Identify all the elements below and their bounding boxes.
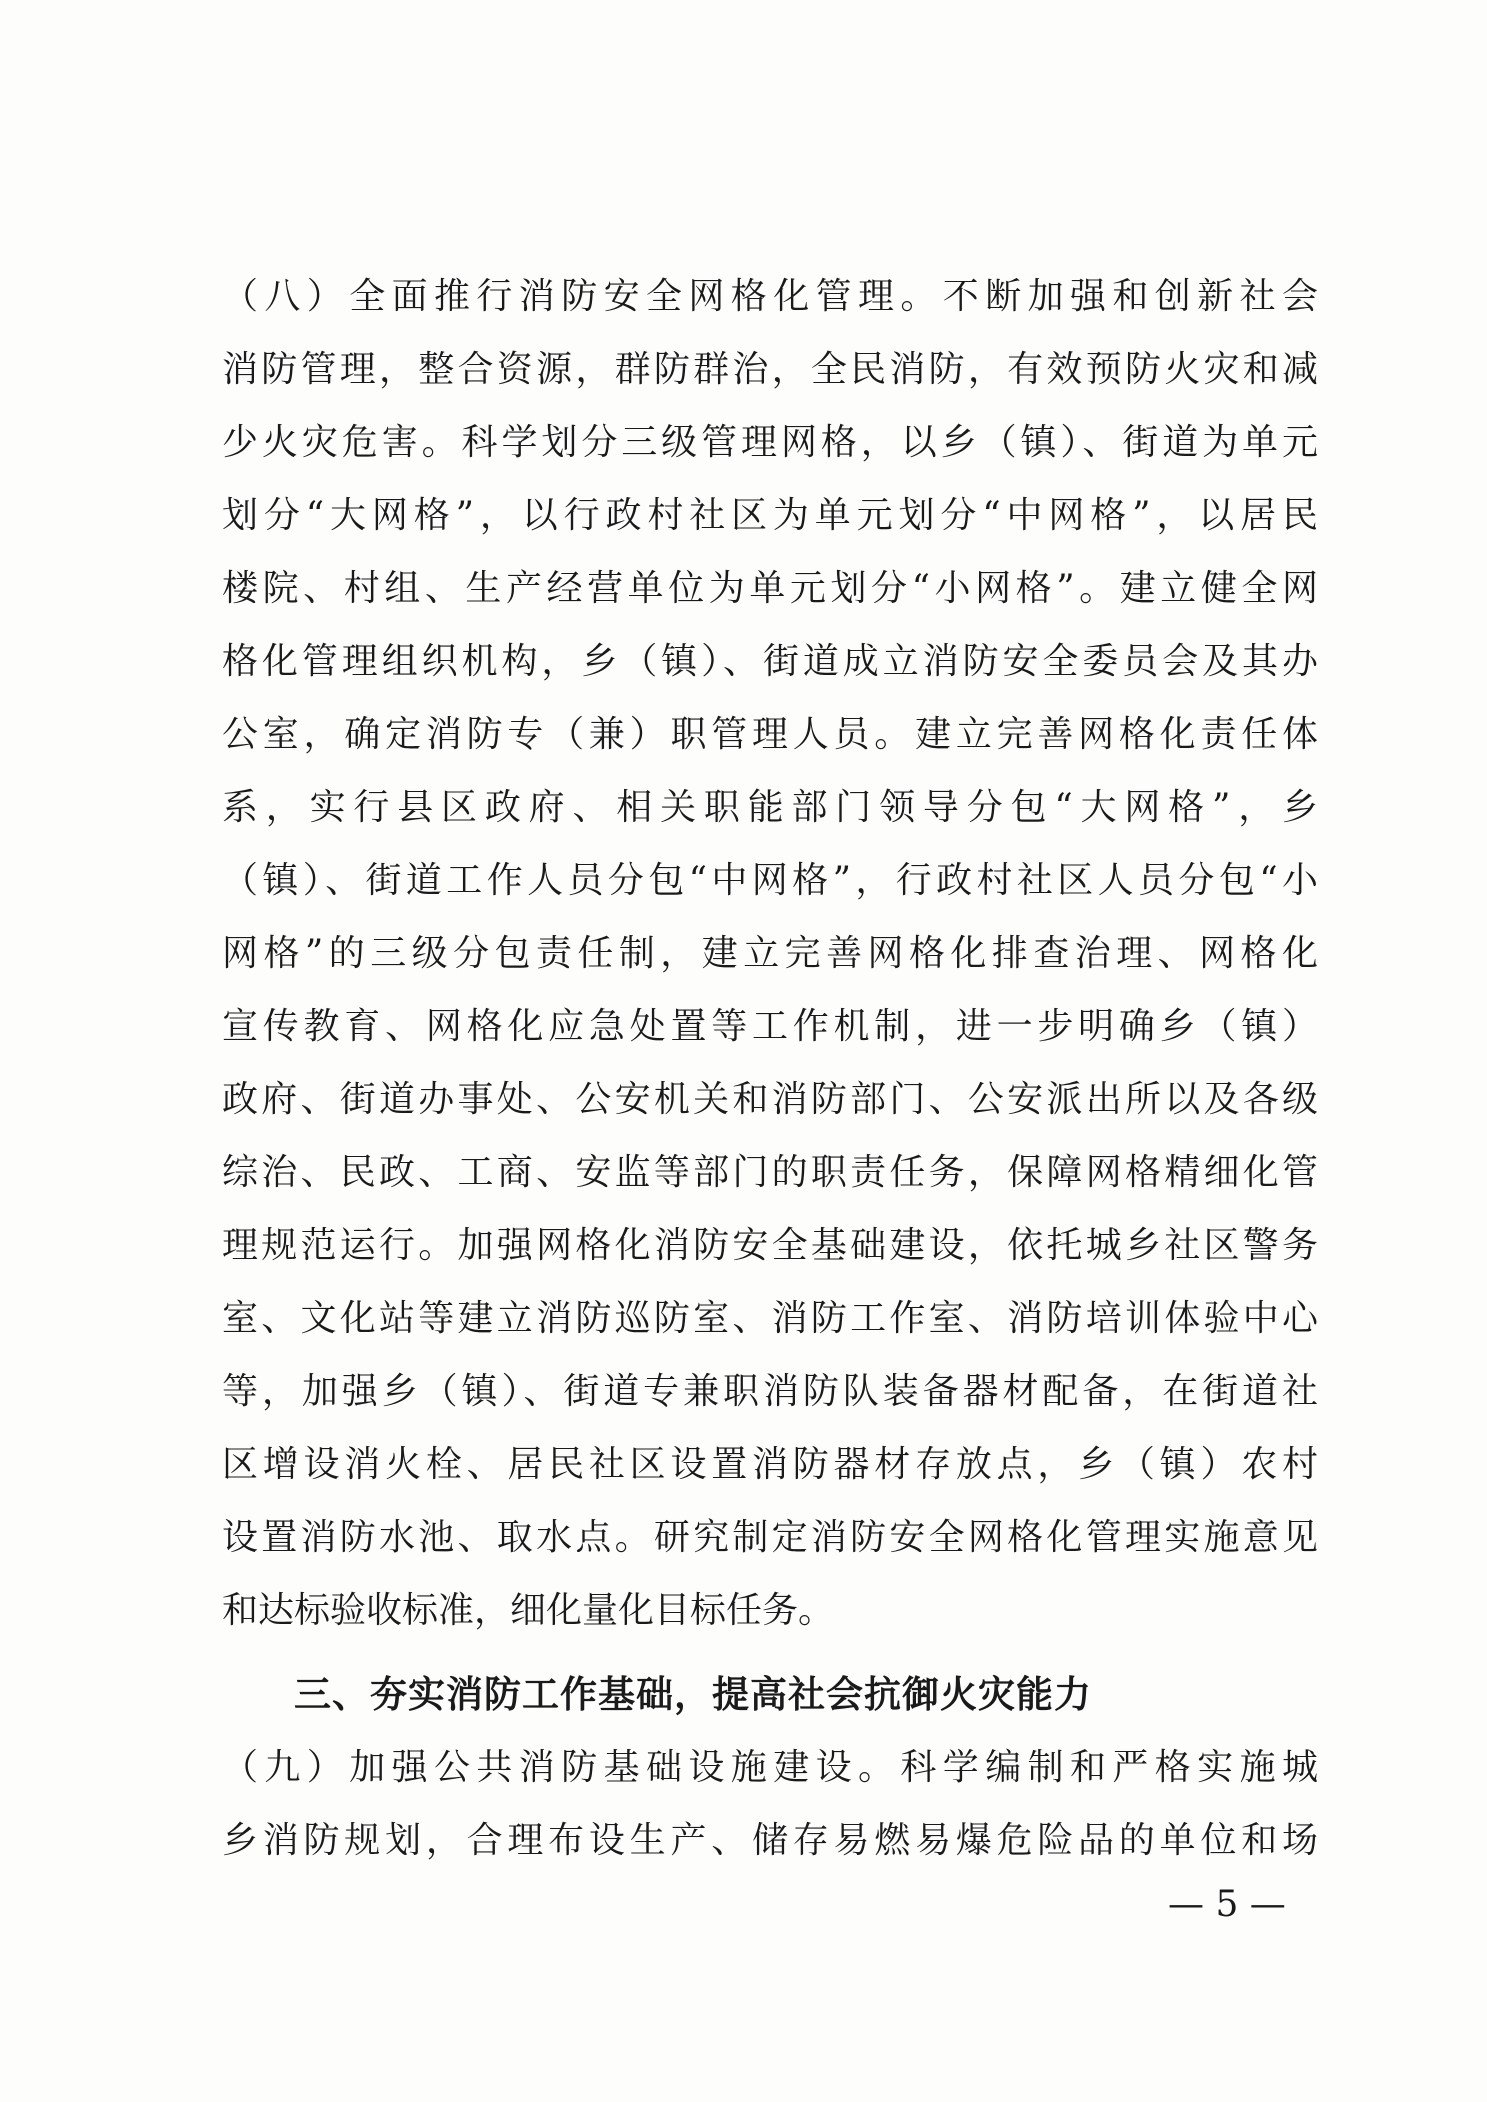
text-line: 格化管理组织机构，乡（镇）、街道成立消防安全委员会及其办	[222, 641, 1318, 682]
text-line: 网格”的三级分包责任制，建立完善网格化排查治理、网格化	[222, 933, 1318, 974]
text-line: 综治、民政、工商、安监等部门的职责任务，保障网格精细化管	[222, 1152, 1318, 1193]
text-line: 楼院、村组、生产经营单位为单元划分“小网格”。建立健全网	[222, 568, 1318, 609]
text-line: 乡消防规划，合理布设生产、储存易燃易爆危险品的单位和场	[222, 1820, 1318, 1861]
text-line: 划分“大网格”，以行政村社区为单元划分“中网格”，以居民	[222, 495, 1318, 536]
text-line: 系，实行县区政府、相关职能部门领导分包“大网格”，乡	[222, 787, 1318, 828]
text-line: 设置消防水池、取水点。研究制定消防安全网格化管理实施意见	[222, 1517, 1318, 1558]
text-line: 等，加强乡（镇）、街道专兼职消防队装备器材配备，在街道社	[222, 1371, 1318, 1412]
text-line: （九）加强公共消防基础设施建设。科学编制和严格实施城	[222, 1747, 1318, 1788]
text-line: 区增设消火栓、居民社区设置消防器材存放点，乡（镇）农村	[222, 1444, 1318, 1485]
text-line: 公室，确定消防专（兼）职管理人员。建立完善网格化责任体	[222, 714, 1318, 755]
section-9-paragraph	[222, 1731, 1318, 1877]
text-line: 消防管理，整合资源，群防群治，全民消防，有效预防火灾和减	[222, 349, 1318, 390]
text-line: 宣传教育、网格化应急处置等工作机制，进一步明确乡（镇）	[222, 1006, 1318, 1047]
section-heading: 三、夯实消防工作基础，提高社会抗御火灾能力	[294, 1673, 1092, 1716]
text-line: （镇）、街道工作人员分包“中网格”，行政村社区人员分包“小	[222, 860, 1318, 901]
text-line: 理规范运行。加强网格化消防安全基础建设，依托城乡社区警务	[222, 1225, 1318, 1266]
text-line: 和达标验收标准，细化量化目标任务。	[222, 1590, 835, 1631]
text-line: 室、文化站等建立消防巡防室、消防工作室、消防培训体验中心	[222, 1298, 1318, 1339]
text-line: 少火灾危害。科学划分三级管理网格，以乡（镇）、街道为单元	[222, 422, 1318, 463]
text-line: 政府、街道办事处、公安机关和消防部门、公安派出所以及各级	[222, 1079, 1318, 1120]
page-number: — 5 —	[1168, 1884, 1286, 1925]
section-8-paragraph	[222, 260, 1318, 1647]
text-line: （八）全面推行消防安全网格化管理。不断加强和创新社会	[222, 276, 1318, 317]
